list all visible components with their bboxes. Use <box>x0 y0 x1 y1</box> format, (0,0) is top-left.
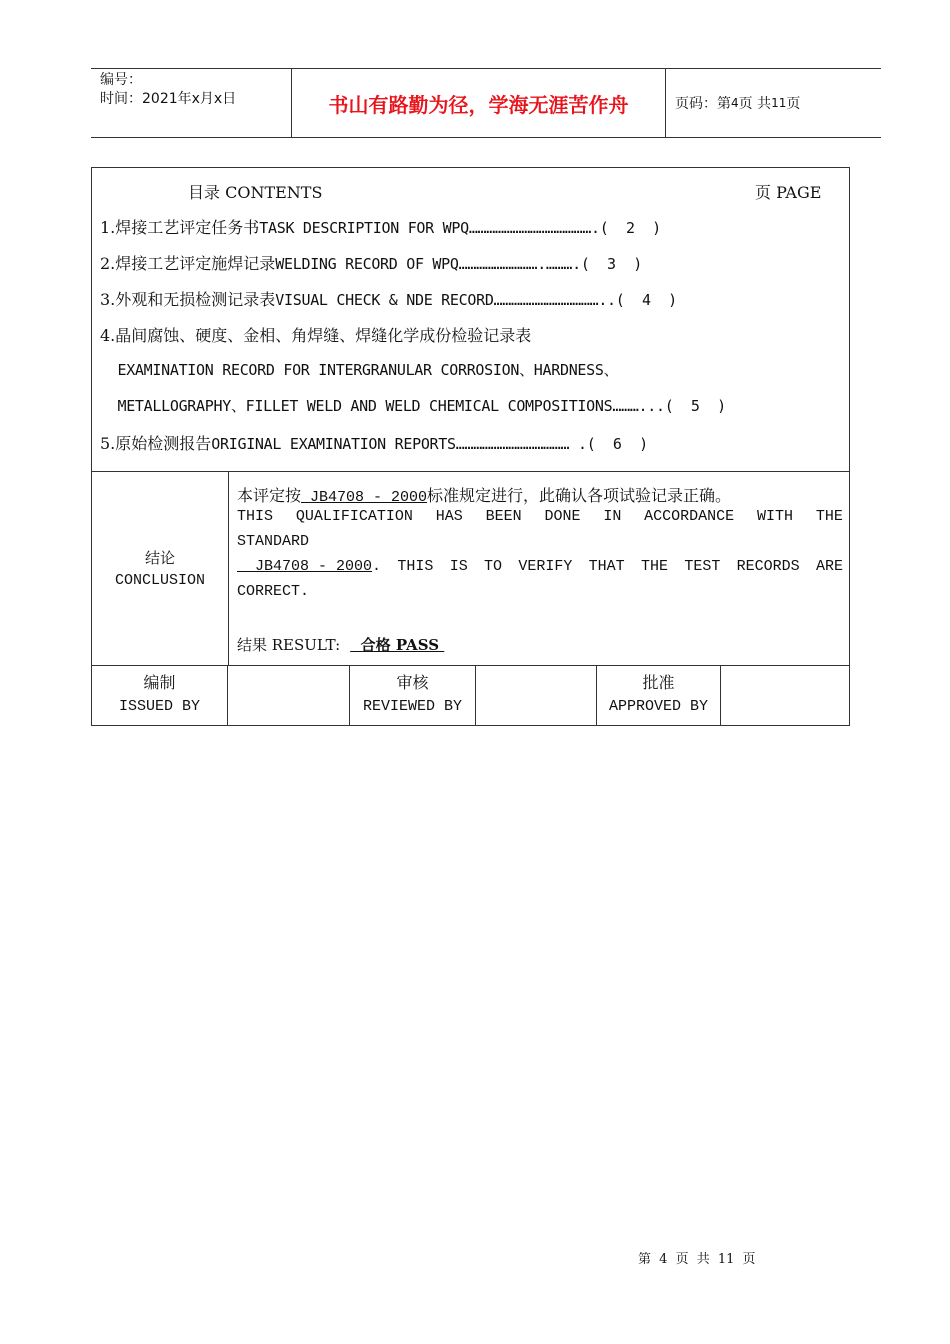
conclusion-label-en: CONCLUSION <box>114 572 205 589</box>
toc-line-4-en-b: METALLOGRAPHY、FILLET WELD AND WELD CHEMICAL COMPOSITIONS………...( 5 ) <box>100 397 726 415</box>
record-table <box>91 167 850 726</box>
conclusion-text <box>237 483 843 608</box>
approved-by-field[interactable] <box>721 665 849 725</box>
conclusion-label <box>92 471 229 665</box>
toc-line-1: 1.焊接工艺评定任务书TASK DESCRIPTION FOR WPQ…………………………………….( 2 ) <box>100 218 661 237</box>
contents-page-title: 页 PAGE <box>755 183 822 202</box>
header-page-number <box>666 69 881 137</box>
page-prefix: 页码：第 <box>675 96 731 112</box>
toc-line-4-en-a: EXAMINATION RECORD FOR INTERGRANULAR CORROSION、HARDNESS、 <box>100 361 619 379</box>
page-current: 4 <box>731 96 739 110</box>
number-label: 编号： <box>100 72 142 88</box>
toc-line-2: 2.焊接工艺评定施焊记录WELDING RECORD OF WPQ……………………….……….( 3 ) <box>100 254 642 273</box>
approved-by-label: 批准 APPROVED BY <box>597 665 721 725</box>
conclusion-label-zh: 结论 <box>144 549 175 567</box>
conclusion-line-en-1: THIS QUALIFICATION HAS BEEN DONE IN ACCORDANCE WITH THE <box>237 508 843 525</box>
conclusion-line-zh: 本评定按 JB4708 - 2000标准规定进行，此确认各项试验记录正确。 <box>237 486 732 506</box>
conclusion-section <box>92 471 849 666</box>
result-line <box>237 634 444 655</box>
page-total: 11 <box>771 96 787 110</box>
conclusion-line-en-3: JB4708 - 2000. THIS IS TO VERIFY THAT THE TEST RECORDS ARE <box>237 558 843 575</box>
contents-title: 目录 CONTENTS <box>188 183 323 202</box>
header-meta <box>91 69 292 137</box>
conclusion-line-en-2: STANDARD <box>237 533 310 550</box>
toc-line-5: 5.原始检测报告ORIGINAL EXAMINATION REPORTS………………………………… .( 6 ) <box>100 434 648 453</box>
header-motto: 书山有路勤为径，学海无涯苦作舟 <box>292 69 666 137</box>
conclusion-line-en-4: CORRECT. <box>237 583 310 600</box>
time-label: 时间：2021年x月x日 <box>100 91 237 107</box>
contents-section <box>92 168 849 472</box>
page-header <box>91 68 881 138</box>
page-suffix: 页 <box>786 96 801 112</box>
reviewed-by-field[interactable] <box>476 665 597 725</box>
result-value: 合格 PASS <box>350 636 445 654</box>
page-footer: 第 4 页 共 11 页 <box>638 1252 756 1267</box>
issued-by-field[interactable] <box>228 665 350 725</box>
issued-by-label: 编制 ISSUED BY <box>92 665 228 725</box>
page-middle: 页 共 <box>738 96 772 112</box>
result-label: 结果 RESULT: <box>237 636 341 654</box>
toc-line-4: 4.晶间腐蚀、硬度、金相、角焊缝、焊缝化学成份检验记录表 <box>100 326 532 345</box>
signature-row <box>92 665 849 725</box>
toc-line-3: 3.外观和无损检测记录表VISUAL CHECK & NDE RECORD………………………………..( 4 ) <box>100 290 677 309</box>
reviewed-by-label: 审核 REVIEWED BY <box>350 665 476 725</box>
